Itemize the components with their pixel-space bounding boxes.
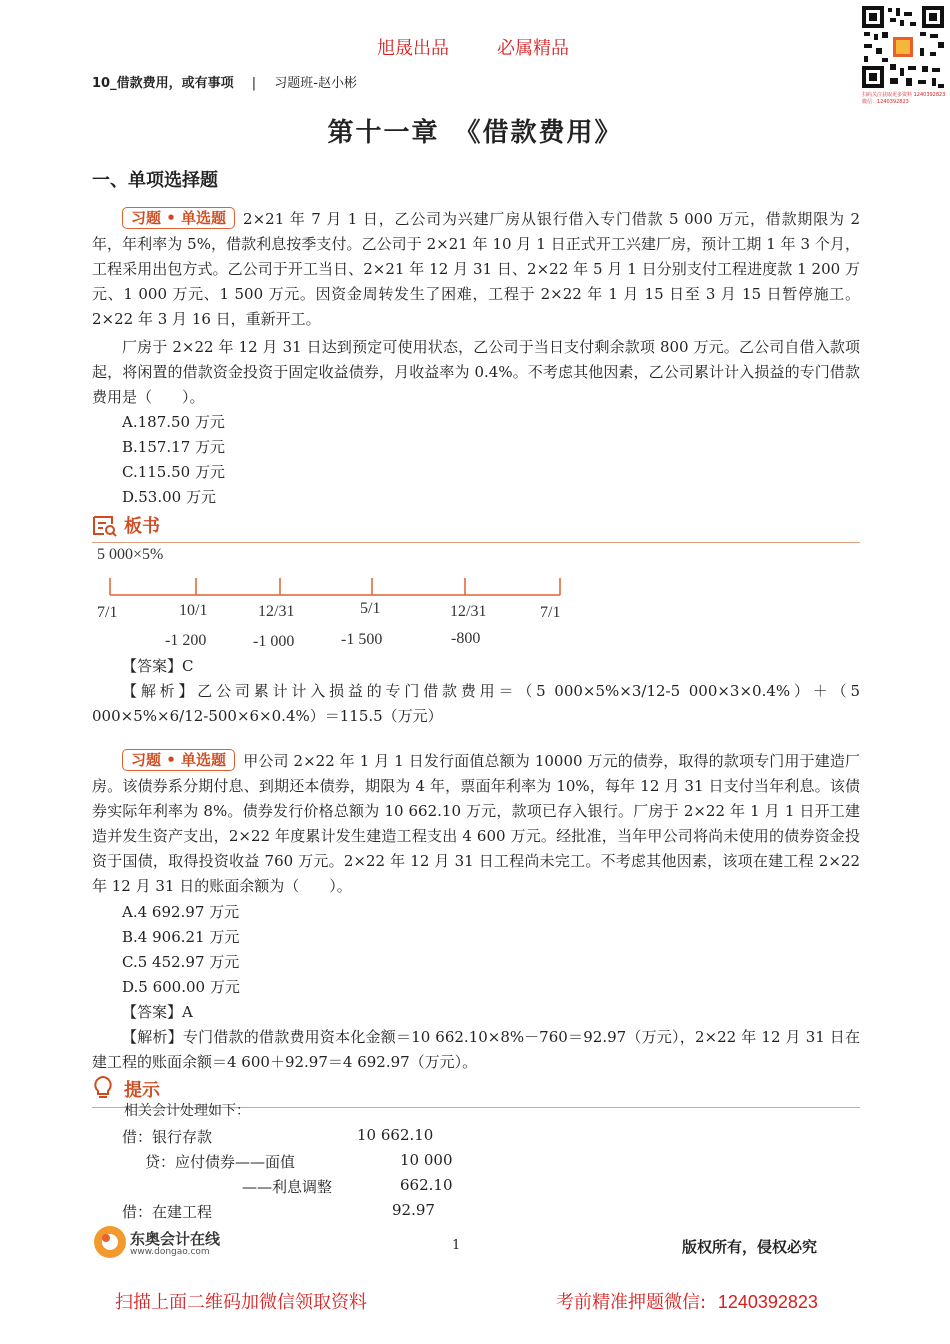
copyright: 版权所有，侵权必究 [682,1238,818,1256]
q2-option-d: D.5 600.00 万元 [122,978,240,996]
wechat-number: 1240392823 [717,1292,818,1312]
timeline-date: 12/31 [258,603,295,620]
dongao-logo-icon[interactable] [92,1224,128,1260]
timeline-top-label: 5 000×5% [97,546,164,563]
q1-option-c: C.115.50 万元 [122,463,225,481]
tip-label: 提示 [124,1080,160,1101]
wechat-label: 考前精准押题微信: [556,1292,707,1313]
board-divider [92,542,860,543]
journal-entry-label: 借：在建工程 [122,1203,213,1221]
q2-stem [92,749,860,899]
journal-entry-amount: 92.97 [392,1201,435,1219]
doc-header [92,72,357,91]
board-icon [92,514,118,538]
journal-entry-label: 借：银行存款 [122,1128,213,1146]
timeline-axis [100,575,570,599]
chapter-title: 第十一章 《借款费用》 [327,118,623,148]
timeline-amount: -1 200 [165,632,207,649]
q1-stem-2: 厂房于 2×22 年 12 月 31 日达到预定可使用状态，乙公司于当日支付剩余款项 800 万元。乙公司自借入款项起，将闲置的借款资金投资于固定收益债券，月收益率为 0.4%。不考虑其他因素，乙公司累计计入损益的专门借款费用是（ ）。 [92,338,860,406]
journal-entry-amount: 10 000 [400,1151,453,1169]
bottom-left-promo: 扫描上面二维码加微信领取资料 [115,1292,367,1313]
timeline-date: 7/1 [97,604,118,621]
q1-option-b: B.157.17 万元 [122,438,226,456]
q1-option-a: A.187.50 万元 [122,413,225,431]
qr-note: 扫码关注获取更多资料 1240392823 微信：1240392823 [862,92,946,105]
question-tag: 习题 • 单选题 [122,207,235,229]
class-name: 习题班-赵小彬 [274,76,357,91]
header-separator: | [251,76,257,91]
timeline-amount: -800 [451,630,481,647]
brand-right: 必属精品 [497,38,569,59]
journal-entry-label: ——利息调整 [242,1178,333,1196]
q1-stem-text: 2×21 年 7 月 1 日，乙公司为兴建厂房从银行借入专门借款 5 000 万元，借款期限为 2 年，年利率为 5%，借款利息按季支付。乙公司于 2×21 年 10 月 1 日正式开工兴建厂房，预计工期 1 年 3 个月，工程采用出包方式。乙公司于开工当日、2×21 年 12 月 31 日、2×22 年 5 月 1 日分别支付工程进度款 1 200 万元、1 000 万元、1 500 万元。因资金周转发生了困难，工程于 2×22 年 1 月 15 日至 3 月 15 日暂停施工。2×22 年 3 月 16 日，重新开工。 [92,210,860,328]
course-title: 10_借款费用，或有事项 [92,76,234,91]
q1-answer: 【答案】C [122,657,194,675]
q1-stem [92,207,860,332]
logo-url: www.dongao.com [130,1247,210,1257]
board-label: 板书 [124,516,160,537]
q2-option-c: C.5 452.97 万元 [122,953,240,971]
timeline-date: 10/1 [179,602,208,619]
journal-entry-label: 贷：应付债券——面值 [145,1153,296,1171]
journal-entry-amount: 662.10 [400,1176,453,1194]
journal-entry-amount: 10 662.10 [357,1126,434,1144]
q2-option-b: B.4 906.21 万元 [122,928,240,946]
q1-option-d: D.53.00 万元 [122,488,216,506]
tip-intro: 相关会计处理如下： [124,1103,250,1119]
timeline-date: 7/1 [540,604,561,621]
timeline-date: 5/1 [360,600,381,617]
timeline-date: 12/31 [450,603,487,620]
qr-code-icon[interactable] [860,4,946,90]
timeline-amount: -1 000 [253,633,295,650]
section-title: 一、单项选择题 [92,170,218,191]
q2-answer: 【答案】A [122,1003,193,1021]
logo-text: 东奥会计在线 [130,1230,221,1248]
q2-option-a: A.4 692.97 万元 [122,903,240,921]
lightbulb-icon [92,1075,114,1101]
page-number: 1 [452,1238,461,1253]
bottom-right-promo [556,1288,818,1314]
question-tag: 习题 • 单选题 [122,749,235,771]
timeline-amount: -1 500 [341,631,383,648]
brand-left: 旭晟出品 [377,38,449,59]
q2-stem-text: 甲公司 2×22 年 1 月 1 日发行面值总额为 10000 万元的债券，取得的款项专门用于建造厂房。该债券系分期付息、到期还本债券，期限为 4 年，票面年利率为 10%，每年 12 月 31 日支付当年利息。该债券实际年利率为 8%。债券发行价格总额为 10 662.10 万元，款项已存入银行。厂房于 2×22 年 1 月 1 日开工建造并发生资产支出，2×22 年度累计发生建造工程支出 4 600 万元。经批准，当年甲公司将尚未使用的债券资金投资于国债，取得投资收益 760 万元。2×22 年 12 月 31 日工程尚未完工。不考虑其他因素，该项在建工程 2×22 年 12 月 31 日的账面余额为（ ）。 [92,752,860,895]
q1-analysis: 【解析】乙公司累计计入损益的专门借款费用＝（5 000×5%×3/12-5 000×3×0.4%）＋（5 000×5%×6/12-500×6×0.4%）＝115.5（万元） [92,682,860,725]
q2-analysis: 【解析】专门借款的借款费用资本化金额＝10 662.10×8%－760＝92.97（万元），2×22 年 12 月 31 日在建工程的账面余额＝4 600＋92.97＝4 692.97（万元）。 [92,1028,860,1071]
